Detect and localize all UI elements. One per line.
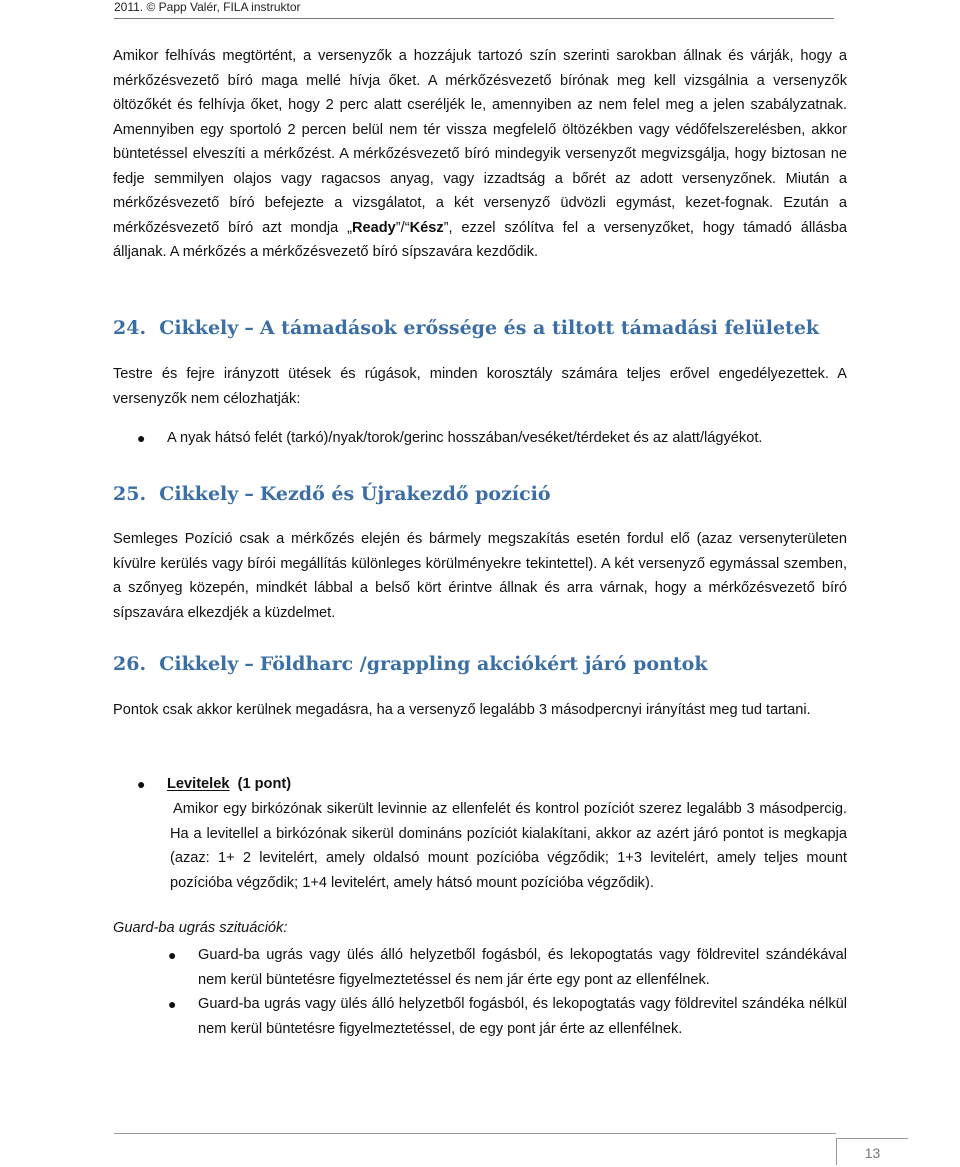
- article-word: Cikkely: [159, 653, 239, 675]
- page-header: [114, 0, 834, 19]
- header-text: 2011. © Papp Valér, FILA instruktor: [114, 0, 301, 14]
- article-number: 25.: [113, 483, 147, 505]
- page-number-text: 13: [864, 1145, 881, 1161]
- bullet-icon: ●: [137, 776, 146, 792]
- intro-paragraph: [113, 44, 847, 265]
- footer-divider: [114, 1133, 836, 1134]
- levitelek-text: Amikor egy birkózónak sikerült levinnie az ellenfelét és kontrol pozíciót szerez legalább 3 másodpercig. Ha a levitellel a birkózónak sikerül domináns pozíciót kialakítani, akkor az azért járó pontot is megkapja (azaz: 1+ 2 levitelért, amely oldalsó mount pozícióba végződik; 1+3 levitelért, amely teljes mount pozícióba végződik; 1+4 levitelért, amely hátsó mount pozícióba végződik).: [170, 801, 847, 891]
- article-number: 24.: [113, 317, 147, 339]
- intro-text-end: ”, ezzel szólítva fel a versenyzőket, hogy támadó állásba álljanak. A mérkőzés a mérkőzésvezető bíró sípszavára kezdődik.: [113, 219, 848, 260]
- bullet-icon: ●: [168, 996, 177, 1012]
- article-title: Földharc /grappling akciókért járó pontok: [259, 653, 708, 675]
- article-title: Kezdő és Újrakezdő pozíció: [259, 483, 551, 505]
- slash: ”/“: [395, 219, 410, 236]
- guard-label-row: [113, 916, 847, 941]
- article-26-heading: [113, 652, 847, 676]
- article-number: 26.: [113, 653, 147, 675]
- article-dash: –: [244, 317, 254, 339]
- article-word: Cikkely: [159, 317, 239, 339]
- list-item-guard-2: [168, 992, 847, 1041]
- list-item: [137, 426, 847, 451]
- bullet-icon: ●: [137, 430, 146, 446]
- article-dash: –: [244, 483, 254, 505]
- ready-word: Ready: [351, 219, 396, 236]
- bullet-icon: ●: [168, 947, 177, 963]
- article-title: A támadások erőssége és a tiltott támadási felületek: [259, 317, 820, 339]
- article-26-paragraph: [113, 698, 847, 723]
- article-25-heading: [113, 482, 847, 506]
- page-number: [836, 1138, 908, 1165]
- guard-1-text: Guard-ba ugrás vagy ülés álló helyzetből fogásból, és lekopogtatás vagy földrevitel szándékával nem kerül büntetésre figyelmeztetéssel és nem jár érte egy pont az ellenfélnek.: [198, 947, 847, 988]
- article-word: Cikkely: [159, 483, 239, 505]
- article-24-paragraph: [113, 362, 847, 411]
- levitelek-label: Levitelek: [167, 776, 230, 792]
- article-24-heading: [113, 316, 847, 340]
- article-24-text: Testre és fejre irányzott ütések és rúgások, minden korosztály számára teljes erővel engedélyezettek. A versenyzők nem célozhatják:: [113, 366, 847, 407]
- list-item-text: A nyak hátsó felét (tarkó)/nyak/torok/gerinc hosszában/veséket/térdeket és az alatt/lágyékot.: [167, 430, 763, 446]
- levitelek-points: (1 pont): [237, 776, 292, 792]
- levitelek-heading: [167, 772, 291, 797]
- intro-text: Amikor felhívás megtörtént, a versenyzők a hozzájuk tartozó szín szerinti sarokban állnak és várják, hogy a mérkőzésvezető bíró maga mellé hívja őket. A mérkőzésvezető bírónak meg kell vizsgálnia a versenyzők öltözőkét és felhívja őket, hogy 2 perc alatt cseréljék le, amennyiben az nem felel meg a jelen szabályzatnak. Amennyiben egy sportoló 2 percen belül nem tér vissza megfelelő öltözékben vagy védőfelszerelésben, akkor büntetéssel elveszíti a mérkőzést. A mérkőzésvezető bíró mindegyik versenyzőt megvizsgálja, hogy biztosan ne fedje semmilyen olajos vagy ragacsos anyag, vagy izzadtság a bőrét az adott versenyzőnek. Miután a mérkőzésvezető bíró befejezte a vizsgálatot, a két versenyző üdvözli egymást, kezet-fognak. Ezután a mérkőzésvezető bíró azt mondja „: [113, 48, 847, 236]
- article-26-text: Pontok csak akkor kerülnek megadásra, ha a versenyző legalább 3 másodpercnyi irányítást meg tud tartani.: [113, 702, 811, 718]
- levitelek-paragraph: [170, 797, 847, 895]
- list-item-levitelek: [137, 772, 847, 797]
- article-25-text: Semleges Pozíció csak a mérkőzés elején és bármely megszakítás esetén fordul elő (azaz versenyterületen kívülre kerülés vagy bírói megállítás különleges körülményekre tekintettel). A két versenyző egymással szemben, a szőnyeg közepén, mindkét lábbal a belső kört érintve állnak és arra várnak, hogy a mérkőzésvezető bíró sípszavára elkezdjék a küzdelmet.: [113, 531, 847, 621]
- list-item-guard-1: [168, 943, 847, 992]
- kesz-word: Kész: [409, 219, 444, 236]
- article-25-paragraph: [113, 527, 847, 625]
- guard-label: Guard-ba ugrás szituációk:: [113, 920, 288, 936]
- guard-2-text: Guard-ba ugrás vagy ülés álló helyzetből fogásból, és lekopogtatás vagy földrevitel szándéka nélkül nem kerül büntetésre figyelmeztetéssel, de egy pont jár érte az ellenfélnek.: [198, 996, 847, 1037]
- article-dash: –: [244, 653, 254, 675]
